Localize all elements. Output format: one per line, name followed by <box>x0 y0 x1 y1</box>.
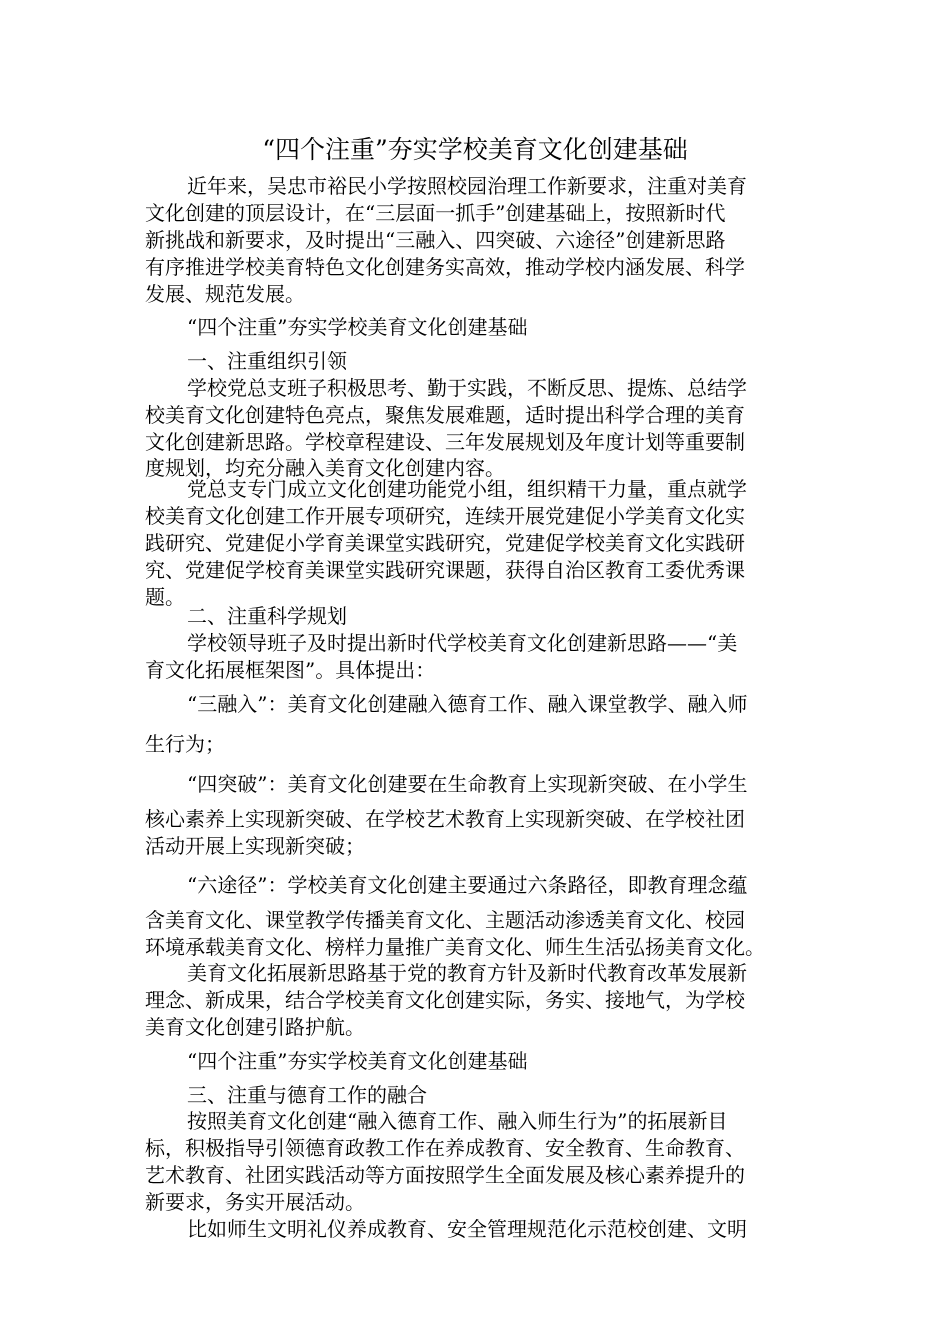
paragraph-line: 新要求，务实开展活动。 <box>145 1190 365 1214</box>
paragraph-line: “六途径”：学校美育文化创建主要通过六条路径，即教育理念蕴 <box>187 873 748 897</box>
paragraph-line: 新挑战和新要求，及时提出“三融入、四突破、六途径”创建新思路 <box>145 228 726 252</box>
paragraph-line: 文化创建新思路。学校章程建设、三年发展规划及年度计划等重要制 <box>145 430 745 454</box>
paragraph-line: 学校党总支班子积极思考、勤于实践，不断反思、提炼、总结学 <box>187 376 747 400</box>
paragraph-line: 比如师生文明礼仪养成教育、安全管理规范化示范校创建、文明 <box>187 1217 747 1241</box>
paragraph-line: 环境承载美育文化、榜样力量推广美育文化、师生生活弘扬美育文化。 <box>145 935 765 959</box>
paragraph-line: 艺术教育、社团实践活动等方面按照学生全面发展及核心素养提升的 <box>145 1163 745 1187</box>
paragraph-line: 美育文化拓展新思路基于党的教育方针及新时代教育改革发展新 <box>187 961 747 985</box>
paragraph-line: 度规划，均充分融入美育文化创建内容。 <box>145 456 505 480</box>
paragraph-line: “三融入”：美育文化创建融入德育工作、融入课堂教学、融入师 <box>187 692 748 716</box>
paragraph-line: 育文化拓展框架图”。具体提出： <box>145 658 436 682</box>
section-heading: 二、注重科学规划 <box>187 604 347 628</box>
paragraph-line: 题。 <box>145 585 185 609</box>
paragraph-line: “四突破”：美育文化创建要在生命教育上实现新突破、在小学生 <box>187 772 748 796</box>
paragraph-line: 校美育文化创建特色亮点，聚焦发展难题，适时提出科学合理的美育 <box>145 403 745 427</box>
section-heading: 三、注重与德育工作的融合 <box>187 1083 427 1107</box>
paragraph-line: 美育文化创建引路护航。 <box>145 1015 365 1039</box>
paragraph-line: 有序推进学校美育特色文化创建务实高效，推动学校内涵发展、科学 <box>145 255 745 279</box>
paragraph-line: 究、党建促学校育美课堂实践研究课题，获得自治区教育工委优秀课 <box>145 558 745 582</box>
section-heading: 一、注重组织引领 <box>187 349 347 373</box>
paragraph-line: 理念、新成果，结合学校美育文化创建实际，务实、接地气，为学校 <box>145 988 745 1012</box>
paragraph-line: 含美育文化、课堂教学传播美育文化、主题活动渗透美育文化、校园 <box>145 908 745 932</box>
paragraph-line: 文化创建的顶层设计，在“三层面一抓手”创建基础上，按照新时代 <box>145 201 726 225</box>
document-title: “四个注重”夯实学校美育文化创建基础 <box>262 135 688 164</box>
paragraph-line: 按照美育文化创建“融入德育工作、融入师生行为”的拓展新目 <box>187 1109 728 1133</box>
paragraph-line: 党总支专门成立文化创建功能党小组，组织精干力量，重点就学 <box>187 477 747 501</box>
paragraph-line: 校美育文化创建工作开展专项研究，连续开展党建促小学美育文化实 <box>145 504 745 528</box>
paragraph-line: 践研究、党建促小学育美课堂实践研究，党建促学校美育文化实践研 <box>145 531 745 555</box>
paragraph-line: 核心素养上实现新突破、在学校艺术教育上实现新突破、在学校社团 <box>145 807 745 831</box>
paragraph-line: 学校领导班子及时提出新时代学校美育文化创建新思路——“美 <box>187 631 738 655</box>
section-heading: “四个注重”夯实学校美育文化创建基础 <box>187 1049 528 1073</box>
section-heading: “四个注重”夯实学校美育文化创建基础 <box>187 315 528 339</box>
paragraph-line: 发展、规范发展。 <box>145 282 305 306</box>
paragraph-line: 活动开展上实现新突破； <box>145 834 365 858</box>
paragraph-line: 近年来，吴忠市裕民小学按照校园治理工作新要求，注重对美育 <box>187 174 747 198</box>
paragraph-line: 标，积极指导引领德育政教工作在养成教育、安全教育、生命教育、 <box>145 1136 745 1160</box>
paragraph-line: 生行为； <box>145 732 225 756</box>
